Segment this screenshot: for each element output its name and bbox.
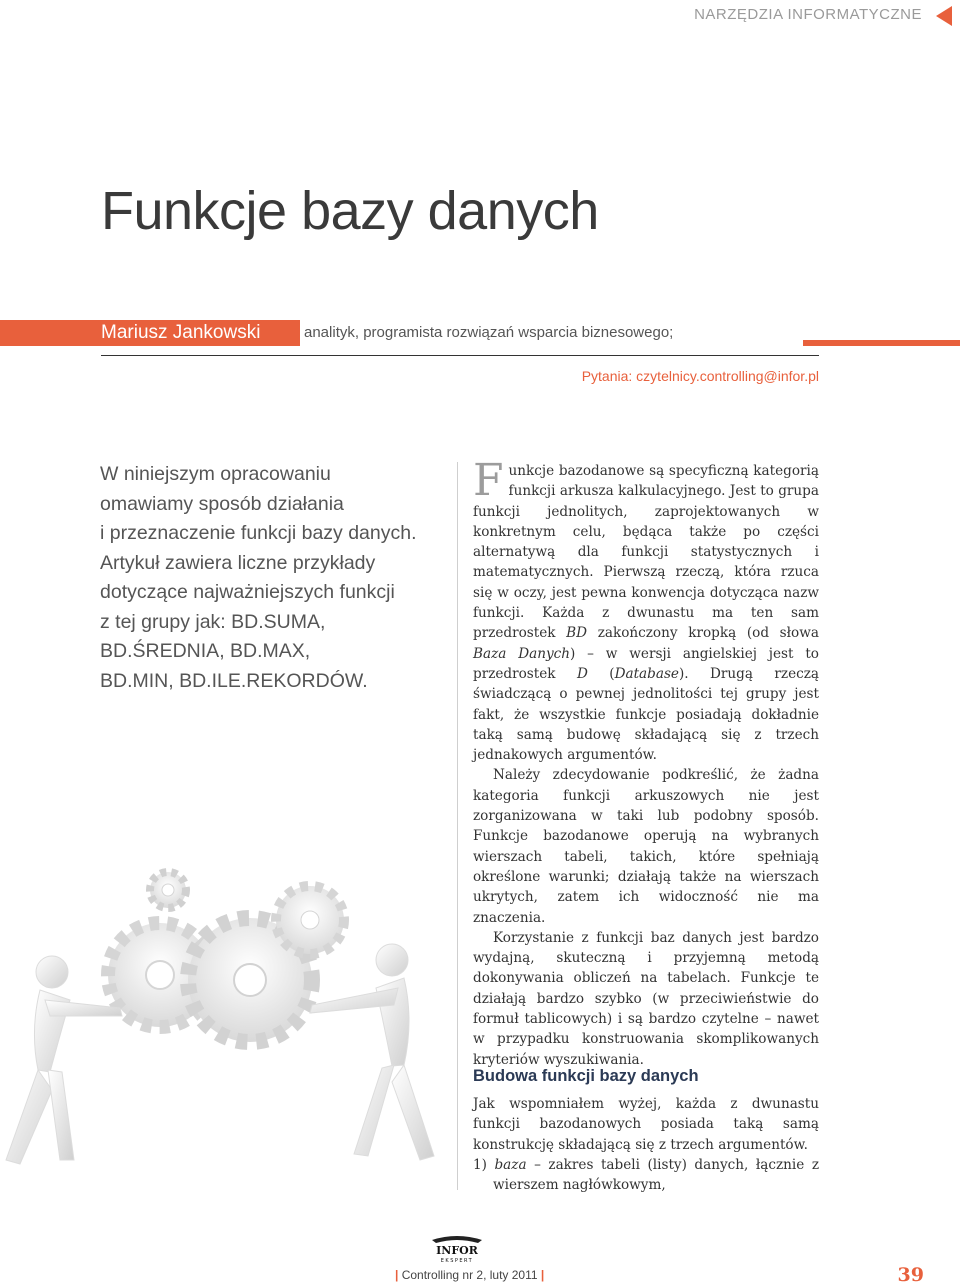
article-body-continued xyxy=(473,1094,819,1195)
page-number: 39 xyxy=(897,1264,924,1286)
paragraph: Funkcje bazodanowe są specyficzną kategorią funkcji arkusza kalkulacyjnego. Jest to grupa funkcji jednolitych, zaprojektowanych w konkretnym celu, będąca także po części alternatywą dla funkcji statystycznych i matematycznych. Pierwszą rzeczą, która rzuca się w oczy, jest pewna konwencja dotycząca nazw funkcji. Każda z dwunastu ma ten sam przedrostek BD zakończony kropką (od słowa Baza Danych) – w wersji angielskiej jest to przedrostek D (Database). Drugą rzeczą świadczącą o pewnej jednolitości tej grupy jest fakt, że wszystkie funkcje posiadają dokładnie taką samą budowę składającą się z trzech jednakowych argumentów. xyxy=(473,455,819,764)
lead-line: omawiamy sposób działania xyxy=(100,492,344,515)
paragraph: Jak wspomniałem wyżej, każda z dwunastu funkcji bazodanowych posiada taką samą konstrukcję składającą się z trzech argumentów. xyxy=(473,1096,819,1153)
lead-line: dotyczące najważniejszych funkcji xyxy=(100,581,395,603)
contact-email[interactable]: Pytania: czytelnicy.controlling@infor.pl xyxy=(581,368,819,384)
lead-line: BD.MIN, BD.ILE.REKORDÓW. xyxy=(100,669,368,692)
lead-line: i przeznaczenie funkcji bazy danych. xyxy=(100,522,417,544)
lead-line: Artykuł zawiera liczne przykłady xyxy=(100,551,376,574)
logo-text: INFOR xyxy=(436,1244,478,1257)
author-name: Mariusz Jankowski xyxy=(101,322,261,343)
gears-people-illustration xyxy=(0,860,440,1180)
column-divider xyxy=(457,462,458,1190)
gear-icon xyxy=(150,872,186,908)
article-title: Funkcje bazy danych xyxy=(101,181,599,241)
lead-line: W niniejszym opracowaniu xyxy=(100,463,331,485)
right-figure xyxy=(310,944,434,1160)
section-label: NARZĘDZIA INFORMATYCZNE xyxy=(694,6,922,23)
gear-icon xyxy=(276,886,344,954)
section-heading: Budowa funkcji bazy danych xyxy=(473,1067,699,1085)
paragraph: Należy zdecydowanie podkreślić, że żadna kategoria funkcji arkuszowych nie jest zorganizowana w taki lub podobny sposób. Funkcje bazodanowe operują na wybranych wierszach tabeli, takich, które spełniają określone warunki; działają także na wierszach ukrytych, zatem ich widoczność nie ma znaczenia. xyxy=(473,767,819,926)
author-accent-bar-right xyxy=(803,340,960,346)
author-divider xyxy=(101,355,819,356)
paragraph: Korzystanie z funkcji baz danych jest bardzo wydajną, skuteczną i przyjemną metodą dokonywania obliczeń na tabelach. Funkcje te działają bardzo szybko (w przeciwieństwie do formuł tablicowych) i są bardzo czytelne – nawet w przypadku konstruowania skomplikowanych kryteriów wyszukiwania. xyxy=(473,929,819,1068)
article-lead xyxy=(100,460,430,696)
article-body xyxy=(473,455,819,1070)
author-description: analityk, programista rozwiązań wsparcia biznesowego; xyxy=(304,324,674,341)
list-item: 1) baza – zakres tabeli (listy) danych, łącznie z wierszem nagłówkowym, xyxy=(473,1156,819,1194)
section-arrow-icon xyxy=(936,6,952,26)
lead-line: BD.ŚREDNIA, BD.MAX, xyxy=(100,640,311,662)
infor-ekspert-logo xyxy=(428,1234,486,1264)
lead-line: z tej grupy jak: BD.SUMA, xyxy=(100,610,326,633)
journal-issue: Controlling nr 2, luty 2011 xyxy=(401,1268,538,1282)
logo-subtext: EKSPERT xyxy=(440,1258,474,1264)
footer-journal: | Controlling nr 2, luty 2011 | xyxy=(395,1268,545,1282)
drop-cap: F xyxy=(473,455,504,506)
